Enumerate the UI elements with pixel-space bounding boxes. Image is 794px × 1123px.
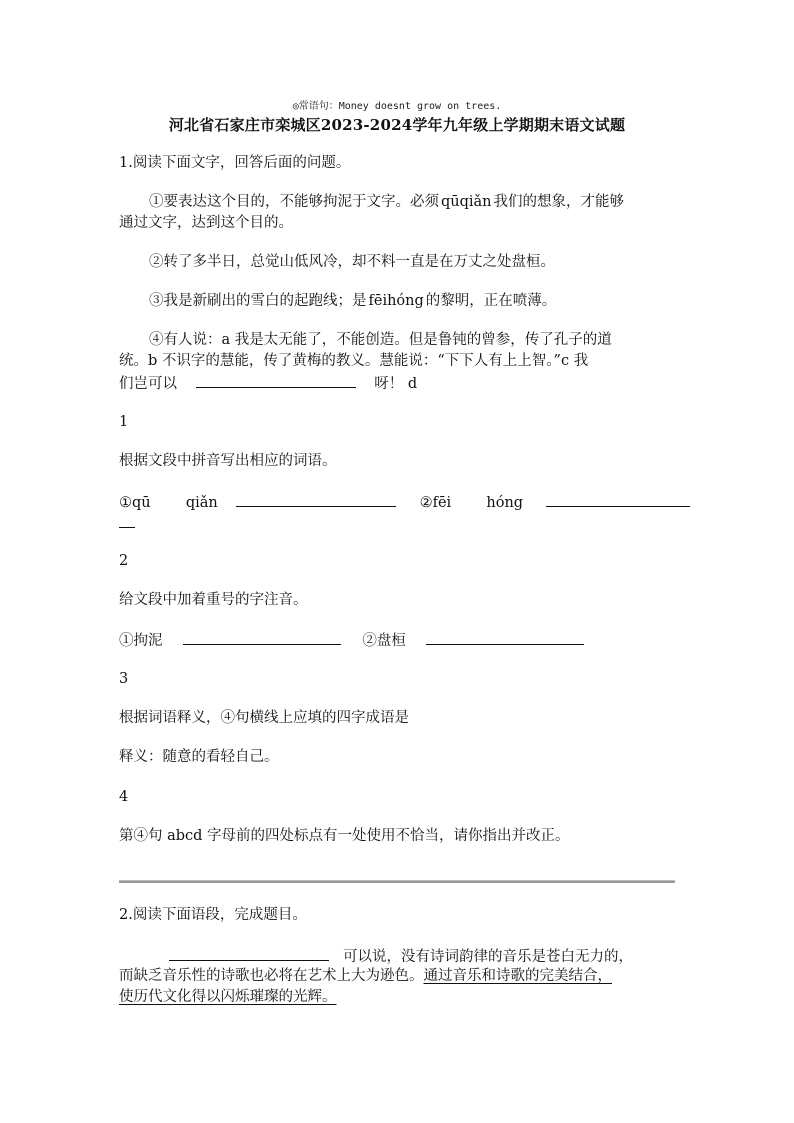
q1-sub1-prompt: 根据文段中拼音写出相应的词语。: [119, 453, 337, 469]
q1-sub1-item1-a: ①qū: [119, 495, 151, 511]
q2-line-2: [119, 966, 675, 986]
q2-line-3: [119, 987, 675, 1007]
q1-sub3-prompt: 根据词语释义，④句横线上应填的四字成语是: [119, 710, 409, 726]
q1-p3-pinyin: fēihóng: [368, 293, 424, 309]
q1-sub4-prompt: 第④句 abcd 字母前的四处标点有一处使用不恰当，请你指出并改正。: [119, 828, 570, 844]
page-title: 河北省石家庄市栾城区2023-2024学年九年级上学期期末语文试题: [168, 116, 626, 134]
q1-p4-text-b: 呀！ d: [374, 376, 418, 392]
q1-sub4-number: 4: [119, 789, 129, 805]
q1-sub2-blank-2[interactable]: [426, 629, 584, 645]
q1-sub2-prompt: 给文段中加着重号的字注音。: [119, 592, 308, 608]
q1-sub1-number: 1: [119, 414, 129, 430]
q1-sub2-item1: ①拘泥: [119, 633, 163, 649]
q1-sub1-answers: [119, 491, 675, 513]
q1-sub1-item2-b: hóng: [486, 495, 524, 511]
q1-p1-text-b: 我们的想象，才能够: [493, 194, 625, 210]
q1-sub1-blank-2[interactable]: [546, 491, 690, 507]
q1-paragraph-4-line-3: [119, 372, 675, 394]
q1-sub2-answers: [119, 629, 675, 651]
q1-intro: 1.阅读下面文字，回答后面的问题。: [119, 155, 351, 171]
q2-line-2-text: 而缺乏音乐性的诗歌也必将在艺术上大为逊色。: [119, 968, 424, 984]
q1-sub1-blank-1[interactable]: [236, 491, 396, 507]
q1-sub3-number: 3: [119, 671, 129, 687]
q1-sub2-item2: ②盘桓: [362, 633, 406, 649]
q1-sub3-definition: 释义：随意的看轻自己。: [119, 749, 279, 765]
q1-paragraph-1-line-1: [119, 192, 705, 212]
q1-paragraph-4-line-1: ④有人说：a 我是太无能了，不能创造。但是鲁钝的曾参，传了孔子的道: [149, 332, 612, 348]
q1-sub1-blank-2-continued[interactable]: [119, 512, 135, 528]
q1-sub2-number: 2: [119, 553, 129, 569]
header-motto: ◎常语句：Money doesnt grow on trees.: [292, 101, 502, 112]
q1-sub1-item2-a: ②fēi: [419, 495, 452, 511]
q1-p4-answer-blank[interactable]: [196, 372, 356, 388]
q1-paragraph-4-line-2: 统。b 不识字的慧能，传了黄梅的教义。慧能说：“下下人有上上智。”c 我: [119, 353, 589, 369]
q1-sub2-blank-1[interactable]: [183, 629, 341, 645]
q1-sub1-item1-b: qiǎn: [185, 495, 218, 511]
q1-p3-text-b: 的黎明，正在喷薄。: [425, 293, 557, 309]
q2-answer-blank[interactable]: [169, 945, 329, 961]
q1-p1-text-a: ①要表达这个目的，不能够拘泥于文字。必须: [149, 194, 439, 210]
q1-p3-text-a2: ③我是新刷出的雪白的起跑线；是: [149, 293, 367, 309]
q2-intro: 2.阅读下面语段，完成题目。: [119, 907, 307, 923]
q2-underlined-sentence-a: 通过音乐和诗歌的完美结合，: [423, 968, 612, 984]
q2-line-1: [119, 945, 675, 967]
q1-paragraph-3: [119, 291, 705, 311]
q2-underlined-sentence-b: 使历代文化得以闪烁璀璨的光辉。: [119, 989, 337, 1005]
q1-p4-text-a: 们岂可以: [119, 376, 177, 392]
q1-paragraph-2: ②转了多半日，总觉山低风冷，却不料一直是在万丈之处盘桓。: [149, 254, 555, 270]
q1-sub1-blank-overflow: [119, 512, 675, 534]
q1-paragraph-1-line-2: 通过文字，达到这个目的。: [119, 215, 293, 231]
q1-p1-pinyin: qūqiǎn: [441, 194, 492, 210]
section-divider: [119, 880, 675, 883]
q2-line-1-text: 可以说，没有诗词韵律的音乐是苍白无力的，: [343, 949, 633, 965]
